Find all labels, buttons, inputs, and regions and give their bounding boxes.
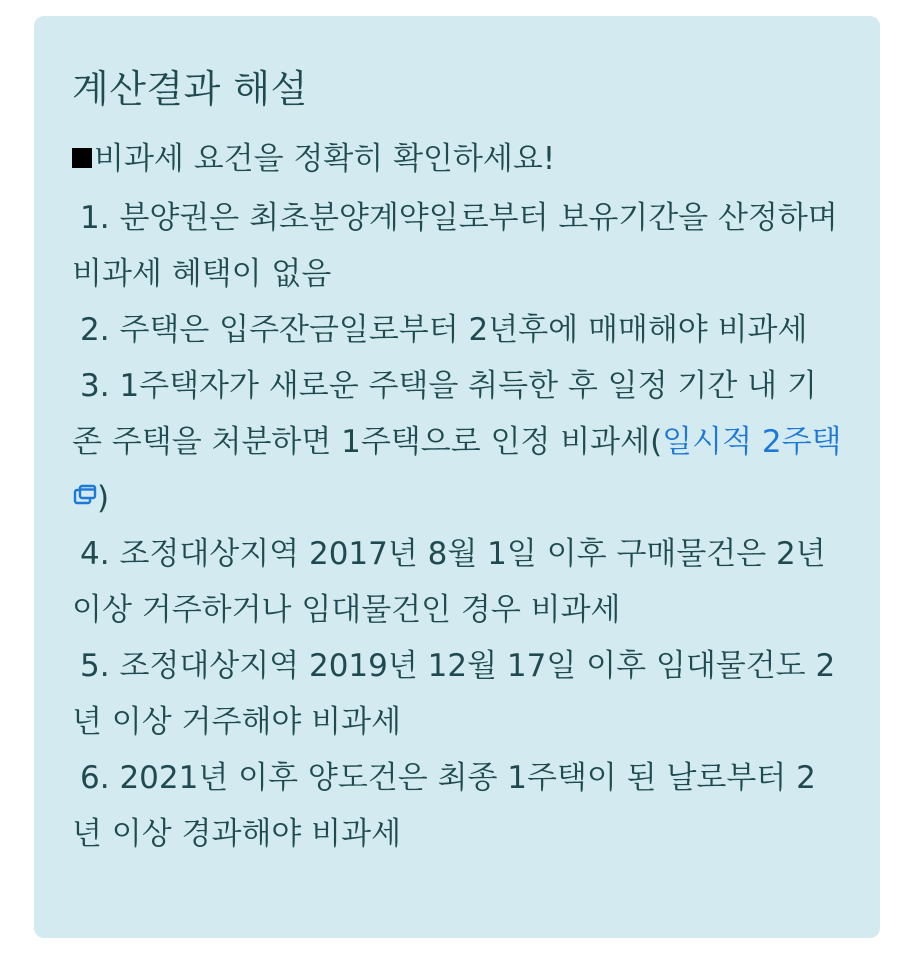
item-number: 3. bbox=[80, 368, 110, 404]
item-number: 1. bbox=[80, 200, 110, 236]
list-item bbox=[72, 638, 842, 750]
link-text[interactable]: 일시적 2주택 bbox=[662, 424, 842, 460]
item-number: 4. bbox=[80, 536, 110, 572]
item-number: 5. bbox=[80, 648, 110, 684]
calculation-explanation-card bbox=[34, 16, 880, 938]
requirements-list bbox=[72, 190, 842, 862]
item-number: 6. bbox=[80, 760, 110, 796]
list-item bbox=[72, 190, 842, 302]
lead-notice-text: 비과세 요건을 정확히 확인하세요! bbox=[94, 141, 556, 177]
black-square-icon bbox=[72, 148, 92, 168]
list-item bbox=[72, 302, 842, 358]
item-text: 분양권은 최초분양계약일로부터 보유기간을 산정하며 비과세 혜택이 없음 bbox=[72, 200, 838, 292]
item-text: 조정대상지역 2019년 12월 17일 이후 임대물건도 2년 이상 거주해야 비과세 bbox=[72, 648, 836, 740]
lead-notice bbox=[72, 138, 842, 180]
list-item bbox=[72, 358, 842, 526]
item-text: 2021년 이후 양도건은 최종 1주택이 된 날로부터 2년 이상 경과해야 비과세 bbox=[72, 760, 816, 852]
item-text-after: ) bbox=[97, 480, 110, 516]
external-window-icon[interactable] bbox=[73, 484, 97, 506]
list-item bbox=[72, 750, 842, 862]
item-number: 2. bbox=[80, 312, 110, 348]
item-text: 조정대상지역 2017년 8월 1일 이후 구매물건은 2년 이상 거주하거나 임대물건인 경우 비과세 bbox=[72, 536, 826, 628]
item-text: 1주택자가 새로운 주택을 취득한 후 일정 기간 내 기존 주택을 처분하면 1주택으로 인정 비과세( bbox=[72, 368, 817, 460]
card-title: 계산결과 해설 bbox=[72, 67, 308, 111]
item-text: 주택은 입주잔금일로부터 2년후에 매매해야 비과세 bbox=[119, 312, 808, 348]
list-item bbox=[72, 526, 842, 638]
